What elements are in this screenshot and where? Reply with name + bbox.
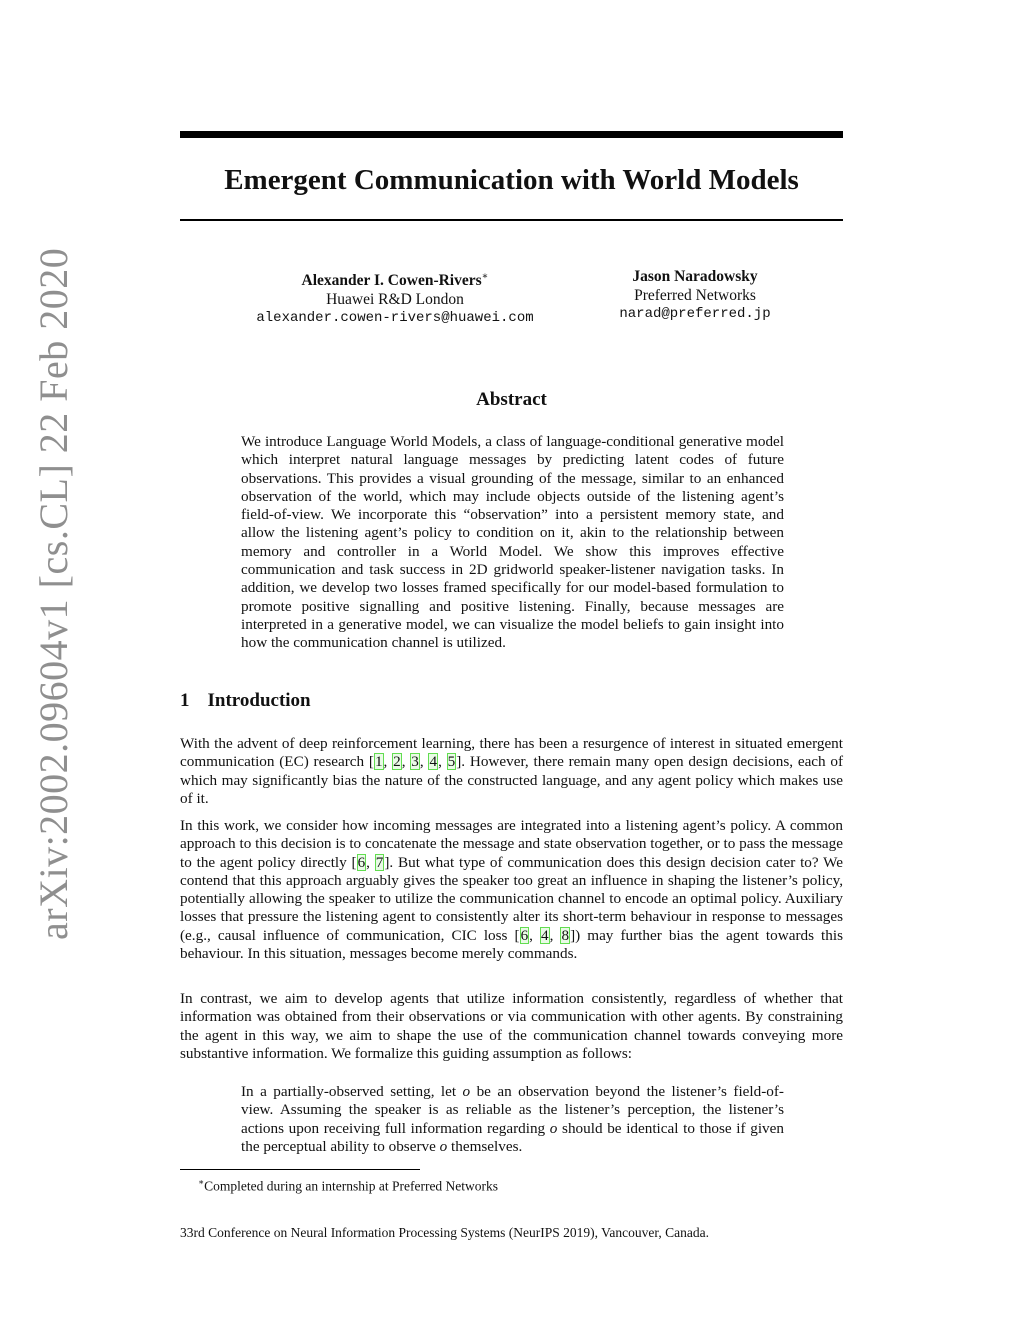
author-email[interactable]: alexander.cowen-rivers@huawei.com xyxy=(256,310,534,327)
citation-link[interactable]: 4 xyxy=(429,753,438,771)
math-variable: o xyxy=(439,1137,448,1155)
paper-title: Emergent Communication with World Models xyxy=(224,164,799,196)
footnote-rule xyxy=(180,1169,420,1170)
author-block-1 xyxy=(230,268,560,328)
citation-link[interactable]: 6 xyxy=(357,853,366,871)
footnote xyxy=(198,1174,498,1195)
citation-link[interactable]: 8 xyxy=(561,926,570,944)
math-variable: o xyxy=(549,1119,558,1137)
assumption-quote: In a partially-observed setting, let o be an observation beyond the listener’s field-of-view. Assuming the speaker is as reliable as the listener’s perception, the listener’s actions upon receiving full information regarding o should be identical to those if given the perceptual ability to observe o themselves. xyxy=(241,1083,784,1155)
citation-link[interactable]: 7 xyxy=(375,853,384,871)
citation-link[interactable]: 3 xyxy=(411,753,419,771)
footnote-text: Completed during an internship at Preferred Networks xyxy=(204,1178,499,1194)
intro-paragraph-1: With the advent of deep reinforcement learning, there has been a resurgence of interest in situated emergent communication (EC) research [1, 2, 3, 4, 5]. However, there remain many open design decisions, each of which may significantly bias the nature of the constructed language, and any agent policy which makes use of it. xyxy=(180,735,844,807)
venue-note: 33rd Conference on Neural Information Processing Systems (NeurIPS 2019), Vancouver, Canada. xyxy=(180,1225,709,1240)
citation-link[interactable]: 4 xyxy=(541,926,549,944)
title-bottom-rule xyxy=(180,219,843,221)
citation-link[interactable]: 2 xyxy=(393,753,401,771)
section-title: Introduction xyxy=(207,690,311,711)
author-footnote-mark: ∗ xyxy=(481,271,489,282)
section-number: 1 xyxy=(180,690,190,711)
citation-link[interactable]: 5 xyxy=(447,753,456,771)
author-affiliation: Preferred Networks xyxy=(634,286,756,304)
math-variable: o xyxy=(462,1083,471,1100)
abstract-text: We introduce Language World Models, a class of language-conditional generative model which interpret natural language messages by predicting latent codes of future observations. This provides a visual grounding of the message, similar to an enhanced observation of the world, which may include objects outside of the listening agent’s field-of-view. We incorporate this “observation” into a persistent memory state, and allow the listening agent’s policy to condition on it, akin to the relationship between memory and controller in a World Model. We show this improves effective communication and task success in 2D gridworld speaker-listener navigation tasks. In addition, we develop two losses framed specifically for our model-based formulation to promote positive signalling and positive listening. Finally, because messages are interpreted in a generative model, we can visualize the model beliefs to gain insight into how the communication channel is utilized. xyxy=(241,433,784,652)
author-affiliation: Huawei R&D London xyxy=(326,290,464,308)
intro-paragraph-2: In this work, we consider how incoming messages are integrated into a listening agent’s policy. A common approach to this decision is to concatenate the message and state observation together, or to pass the message to the agent policy directly [6, 7]. But what type of communication does this design decision cater to? We contend that this approach arguably gives the speaker too great an influence in shaping the listener’s policy, potentially allowing the speaker to utilize the communication channel to encode an optimal policy. Auxiliary losses that pressure the listening agent to consistently alter its short-term behaviour in response to messages (e.g., causal influence of communication, CIC loss [6, 4, 8]) may further bias the agent towards this behaviour. In this situation, messages become merely commands. xyxy=(180,817,844,963)
author-name: Alexander I. Cowen-Rivers xyxy=(301,272,482,290)
citation-link[interactable]: 6 xyxy=(520,926,529,944)
citation-link[interactable]: 1 xyxy=(374,753,383,771)
abstract-heading: Abstract xyxy=(476,389,547,410)
author-name: Jason Naradowsky xyxy=(632,268,758,285)
section-heading xyxy=(180,690,311,712)
intro-paragraph-3: In contrast, we aim to develop agents that utilize information consistently, regardless of whether that information was obtained from their observations or via communication with other agents. By constraining the agent in this way, we aim to shape the use of the communication channel towards conveying more substantive information. We formalize this guiding assumption as follows: xyxy=(180,990,843,1062)
author-email[interactable]: narad@preferred.jp xyxy=(619,306,771,322)
title-top-rule xyxy=(180,131,843,138)
arxiv-stamp: arXiv:2002.09604v1 [cs.CL] 22 Feb 2020 xyxy=(31,247,76,940)
footnote-mark: ∗ xyxy=(198,1177,205,1187)
author-block-2 xyxy=(590,268,800,324)
